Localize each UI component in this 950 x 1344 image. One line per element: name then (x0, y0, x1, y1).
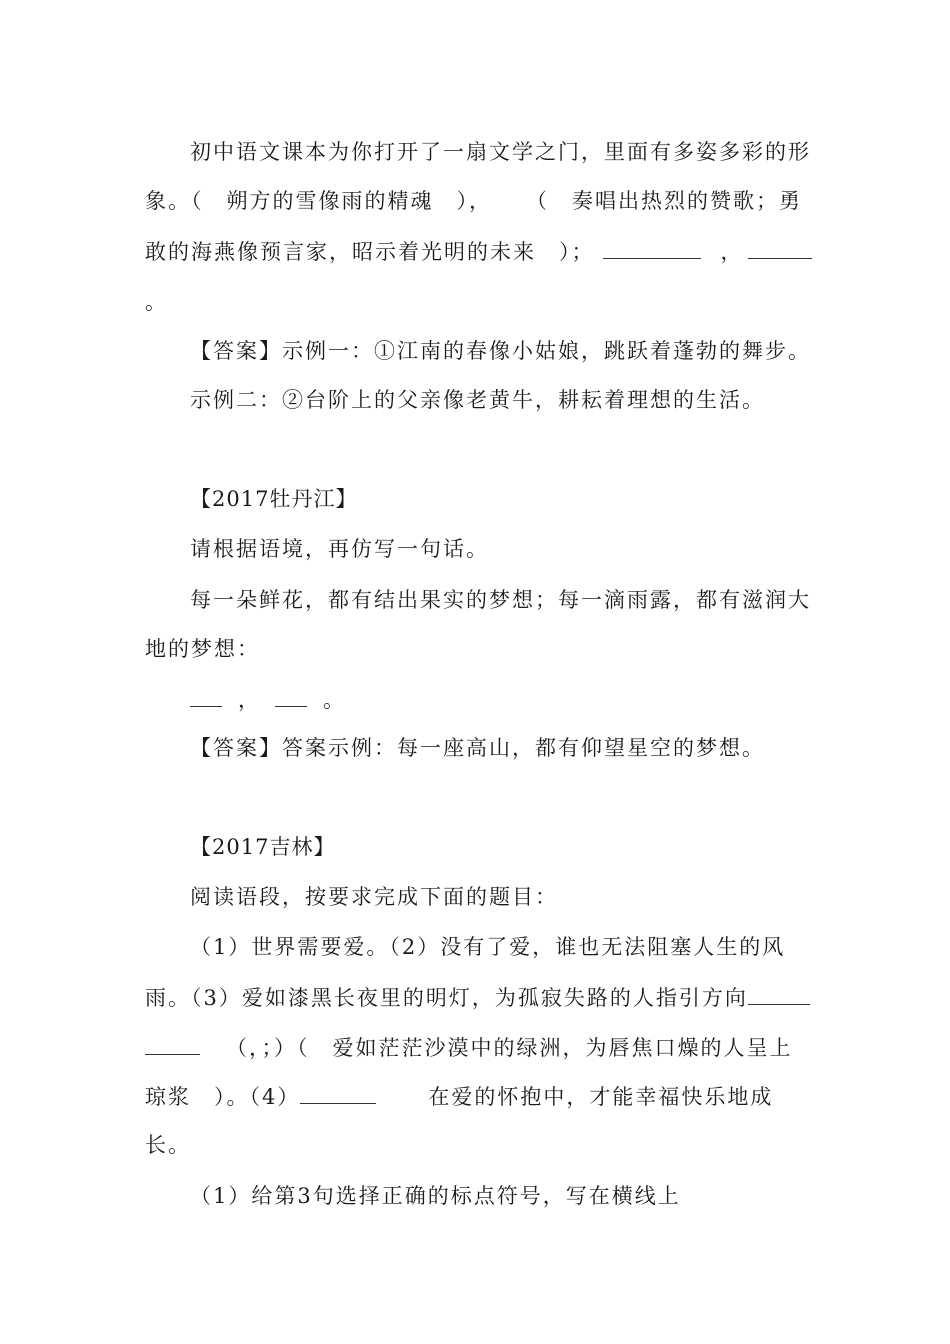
q1-line-2b: （ 奏唱出热烈的赞歌；勇 (526, 189, 802, 213)
q3-source: 【2017吉林】 (190, 835, 336, 859)
q2-source: 【2017牡丹江】 (190, 487, 358, 511)
q1-line-2 (145, 186, 802, 216)
q3-line-4b: 在爱的怀抱中，才能幸福快乐地成 (428, 1085, 774, 1109)
q2-line-2: 地的梦想： (145, 637, 260, 661)
q2-comma: ， (238, 688, 261, 712)
q1-line-3 (145, 236, 812, 267)
q2-line-1: 每一朵鲜花，都有结出果实的梦想；每一滴雨露，都有滋润大 (190, 588, 811, 612)
q2-blank-line (190, 684, 346, 715)
q1-answer-1: 【答案】示例一：①江南的春像小姑娘，跳跃着蓬勃的舞步。 (190, 339, 811, 363)
q1-line-1: 初中语文课本为你打开了一扇文学之门，里面有多姿多彩的形 (190, 140, 811, 164)
q3-sub-question-1: （1）给第3句选择正确的标点符号，写在横线上 (190, 1184, 681, 1208)
q3-blank-2[interactable] (300, 1081, 376, 1104)
q1-line-3a: 敢的海燕像预言家，昭示着光明的未来 ）； (145, 240, 595, 264)
q2-answer: 【答案】答案示例：每一座高山，都有仰望星空的梦想。 (190, 736, 765, 760)
q3-blank-1-cont[interactable] (145, 1032, 200, 1055)
q1-answer-2: 示例二：②台阶上的父亲像老黄牛，耕耘着理想的生活。 (190, 388, 765, 412)
q3-line-2 (145, 982, 810, 1013)
q1-line-2a: 象。（ 朔方的雪像雨的精魂 ）， (145, 189, 492, 213)
q1-blank-2[interactable] (748, 236, 812, 259)
q1-blank-1[interactable] (603, 236, 701, 259)
q3-blank-1[interactable] (748, 982, 810, 1005)
q3-line-3 (145, 1032, 793, 1063)
q3-instruction: 阅读语段，按要求完成下面的题目： (190, 885, 558, 909)
q3-line-5: 长。 (145, 1133, 191, 1157)
q2-period: 。 (323, 688, 346, 712)
q2-instruction: 请根据语境，再仿写一句话。 (190, 537, 489, 561)
q1-line-3b: ， (720, 240, 744, 264)
q3-line-4 (145, 1081, 773, 1112)
q2-blank-1[interactable] (190, 684, 222, 707)
q3-line-2-text: 雨。（3）爱如漆黑长夜里的明灯，为孤寂失路的人指引方向 (145, 986, 748, 1010)
q3-line-1: （1）世界需要爱。（2）没有了爱，谁也无法阻塞人生的风 (190, 935, 786, 959)
q2-blank-2[interactable] (275, 684, 307, 707)
q3-line-3-text: （，；）（ 爱如茫茫沙漠中的绿洲，为唇焦口燥的人呈上 (226, 1036, 793, 1060)
q1-line-4: 。 (145, 290, 168, 314)
q3-line-4a: 琼浆 ）。（4） (145, 1085, 301, 1109)
